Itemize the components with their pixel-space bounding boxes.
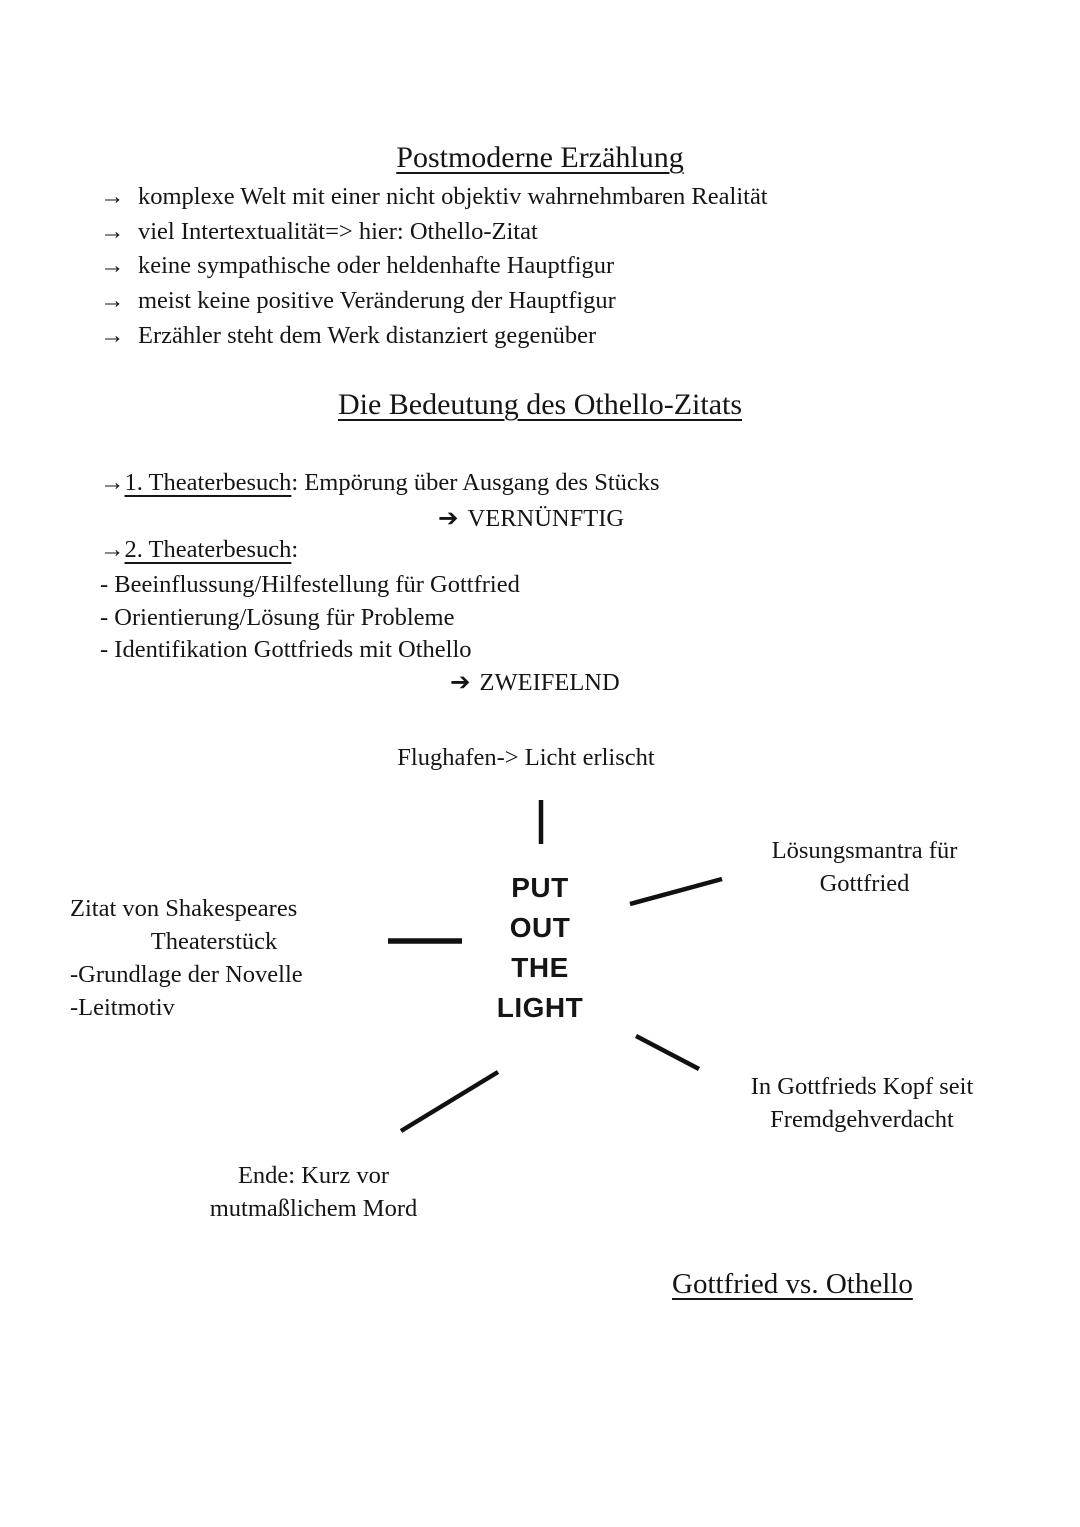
center-word: LIGHT <box>496 992 584 1023</box>
solid-arrow-icon: ➔ <box>438 503 459 532</box>
bottom-right-line: Fremdgehverdacht <box>770 1106 954 1133</box>
heading-gottfried-vs-othello: Gottfried vs. Othello <box>672 1268 913 1300</box>
list-item-text: viel Intertextualität=> hier: Othello-Zitat <box>138 217 538 245</box>
heading-postmoderne-erzaehlung: Postmoderne Erzählung <box>396 141 684 174</box>
left-label-line: -Grundlage der Novelle <box>70 961 303 988</box>
heading-bedeutung-othello-zitats: Die Bedeutung des Othello-Zitats <box>337 388 743 421</box>
arrow-icon: → <box>100 183 125 210</box>
list-item <box>100 284 768 319</box>
zweifelnd-result <box>450 667 620 697</box>
list-item <box>100 180 768 215</box>
mindmap-bottom-right-label <box>728 1070 996 1136</box>
theaterbesuch-2-label: 2. Theaterbesuch <box>124 536 292 563</box>
mindmap-bottom-left-label <box>186 1159 441 1225</box>
zweifelnd-text: ZWEIFELND <box>479 669 620 696</box>
connector-bottom-right <box>636 1036 699 1069</box>
left-label-line: -Leitmotiv <box>70 994 175 1021</box>
mindmap-top-label: Flughafen-> Licht erlischt <box>397 744 655 771</box>
arrow-icon: → <box>100 536 125 563</box>
list-item-text: keine sympathische oder heldenhafte Hauptfigur <box>138 252 615 280</box>
arrow-icon: → <box>100 217 125 245</box>
theaterbesuch-1-label: 1. Theaterbesuch <box>124 469 292 496</box>
mindmap-center <box>450 868 630 1028</box>
visit2-point: - Beeinflussung/Hilfestellung für Gottfried <box>100 571 520 598</box>
list-item <box>100 319 768 354</box>
list-item-text: meist keine positive Veränderung der Hauptfigur <box>138 287 616 315</box>
bottom-left-line: Ende: Kurz vor <box>237 1162 390 1189</box>
bottom-right-line: In Gottfrieds Kopf seit <box>750 1073 974 1100</box>
center-word: THE <box>511 952 569 983</box>
top-right-line: Gottfried <box>819 870 910 897</box>
list-item <box>100 249 768 284</box>
mindmap-top-right-label <box>752 834 977 900</box>
list-item-text: komplexe Welt mit einer nicht objektiv wahrnehmbaren Realität <box>138 183 768 210</box>
theaterbesuch-1-line <box>100 469 660 497</box>
postmoderne-list <box>100 180 768 354</box>
connector-bottom-left <box>401 1072 498 1131</box>
list-item-text: Erzähler steht dem Werk distanziert gegenüber <box>138 321 597 349</box>
arrow-icon: → <box>100 469 125 496</box>
bottom-left-line: mutmaßlichem Mord <box>209 1195 418 1222</box>
theaterbesuch-2-line <box>100 536 298 564</box>
mindmap-left-label <box>70 892 358 1024</box>
left-label-line: Zitat von Shakespeares <box>70 895 298 922</box>
arrow-icon: → <box>100 252 125 280</box>
vernuenftig-text: VERNÜNFTIG <box>467 505 625 532</box>
solid-arrow-icon: ➔ <box>450 667 471 696</box>
left-label-line: Theaterstück <box>150 928 278 955</box>
vernuenftig-result <box>438 503 624 533</box>
list-item <box>100 215 768 250</box>
theaterbesuch-2-text: : <box>291 536 299 563</box>
visit2-point: - Orientierung/Lösung für Probleme <box>100 603 455 631</box>
center-word: PUT <box>511 872 569 903</box>
visit2-point: - Identifikation Gottfrieds mit Othello <box>100 636 472 664</box>
arrow-icon: → <box>100 321 125 349</box>
connector-top-right <box>630 879 722 904</box>
top-right-line: Lösungsmantra für <box>771 837 958 864</box>
arrow-icon: → <box>100 287 125 315</box>
theaterbesuch-1-text: : Empörung über Ausgang des Stücks <box>291 469 660 496</box>
center-word: OUT <box>509 912 571 943</box>
theaterbesuch-2-points <box>100 569 520 667</box>
